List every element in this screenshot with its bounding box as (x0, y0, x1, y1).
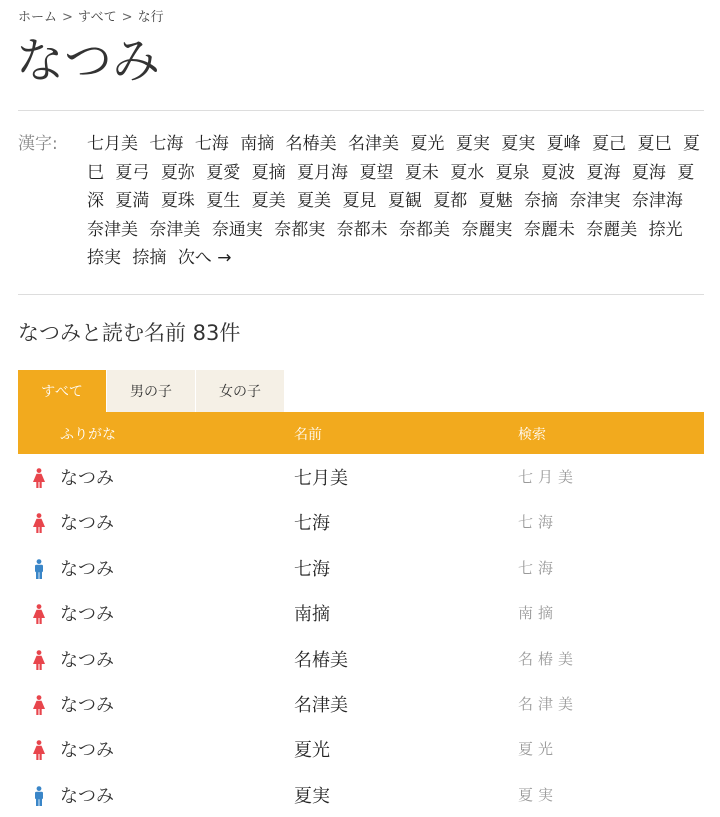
table-row[interactable] (18, 726, 704, 771)
kanji-link[interactable]: 夏未 (404, 162, 439, 183)
kanji-link[interactable]: 捺実 (87, 248, 121, 268)
kanji-link[interactable]: 夏水 (450, 162, 485, 183)
female-icon (32, 604, 46, 624)
header-search: 検索 (518, 427, 546, 443)
row-name: 夏実 (294, 785, 330, 807)
kanji-link[interactable]: 夏峰 (546, 134, 581, 154)
breadcrumb-all-link[interactable]: すべて (77, 10, 117, 25)
row-search-link[interactable]: 夏実 (518, 785, 559, 804)
female-icon (32, 740, 46, 760)
row-search-link[interactable]: 七海 (518, 513, 559, 532)
tab-boy[interactable]: 男の子 (107, 370, 195, 412)
kanji-link[interactable]: 七海 (194, 134, 229, 154)
kanji-link[interactable]: 奈通実 (211, 219, 263, 240)
kanji-link[interactable]: 夏光 (410, 134, 445, 154)
name-table (18, 454, 704, 817)
kanji-link[interactable]: 名津美 (348, 134, 400, 154)
kanji-link[interactable]: 夏都 (433, 191, 468, 211)
row-furigana: なつみ (60, 468, 114, 489)
table-row[interactable] (18, 499, 704, 544)
kanji-link[interactable]: 捺摘 (132, 248, 167, 268)
tab-all[interactable]: すべて (18, 370, 106, 412)
kanji-link[interactable]: 夏望 (359, 162, 394, 183)
kanji-link[interactable]: 奈摘 (524, 191, 559, 211)
table-row[interactable] (18, 636, 704, 681)
row-name: 夏光 (294, 740, 330, 762)
kanji-link[interactable]: 夏巳 (637, 134, 672, 154)
kanji-link[interactable]: 夏波 (541, 162, 576, 183)
header-name: 名前 (294, 427, 322, 443)
kanji-list (87, 130, 702, 273)
kanji-link[interactable]: 奈都実 (274, 219, 326, 240)
table-row[interactable] (18, 681, 704, 726)
male-icon (32, 786, 46, 806)
kanji-link[interactable]: 夏愛 (206, 162, 241, 183)
row-furigana: なつみ (60, 649, 114, 671)
kanji-link[interactable]: 夏弥 (160, 162, 195, 183)
kanji-link[interactable]: 奈津実 (569, 191, 621, 211)
page-title: なつみ (16, 33, 161, 89)
kanji-link[interactable]: 夏摘 (251, 162, 286, 183)
kanji-link[interactable]: 奈麗実 (461, 219, 513, 240)
kanji-link[interactable]: 夏美 (297, 191, 332, 211)
kanji-link[interactable]: 奈津海 (631, 191, 683, 211)
divider (18, 294, 704, 295)
row-search-link[interactable]: 七月美 (518, 468, 579, 486)
tab-girl[interactable]: 女の子 (196, 370, 284, 412)
kanji-link[interactable]: 夏海 (631, 162, 666, 183)
row-furigana: なつみ (60, 558, 114, 580)
kanji-link[interactable]: 夏満 (115, 191, 150, 211)
row-name: 名津美 (294, 694, 348, 716)
kanji-link[interactable]: 夏弓 (115, 162, 150, 183)
row-search-link[interactable]: 夏光 (518, 740, 559, 759)
kanji-link[interactable]: 奈都未 (336, 219, 388, 240)
kanji-link[interactable]: 七海 (149, 134, 184, 154)
row-search-link[interactable]: 名津美 (518, 694, 579, 713)
table-row[interactable] (18, 454, 704, 499)
row-furigana: なつみ (60, 604, 114, 626)
kanji-link[interactable]: 夏巳 (87, 134, 700, 183)
table-row[interactable] (18, 545, 704, 590)
table-header (18, 412, 704, 454)
breadcrumb-home-link[interactable]: ホーム (18, 10, 58, 25)
female-icon (32, 695, 46, 715)
kanji-link[interactable]: 七月美 (87, 134, 138, 154)
kanji-label: 漢字: (18, 134, 58, 154)
female-icon (32, 513, 46, 533)
result-count-heading: なつみと読む名前 83件 (18, 321, 241, 345)
kanji-link[interactable]: 夏珠 (160, 191, 195, 211)
kanji-link[interactable]: 夏実 (501, 134, 536, 154)
kanji-link[interactable]: 南摘 (240, 134, 275, 154)
breadcrumb (18, 6, 164, 25)
kanji-link[interactable]: 夏泉 (495, 162, 530, 183)
kanji-link[interactable]: 夏見 (342, 191, 377, 211)
kanji-link[interactable]: 夏海 (586, 162, 621, 183)
row-name: 名椿美 (294, 649, 348, 671)
kanji-link[interactable]: 夏実 (455, 134, 490, 154)
row-name: 南摘 (294, 604, 330, 626)
table-row[interactable] (18, 772, 704, 817)
female-icon (32, 468, 46, 488)
row-furigana: なつみ (60, 740, 114, 762)
male-icon (32, 559, 46, 579)
kanji-link[interactable]: 捺光 (648, 219, 683, 240)
kanji-link[interactable]: 夏深 (87, 162, 695, 211)
breadcrumb-separator: > (121, 10, 133, 25)
kanji-link[interactable]: 奈津美 (149, 219, 201, 240)
kanji-link[interactable]: 奈麗未 (523, 219, 575, 240)
breadcrumb-separator: > (62, 10, 73, 25)
gender-tabs (18, 370, 285, 412)
row-search-link[interactable]: 名椿美 (518, 649, 579, 668)
row-search-link[interactable]: 南摘 (518, 604, 559, 623)
kanji-link[interactable]: 奈都美 (399, 219, 451, 240)
kanji-link[interactable]: 夏美 (251, 191, 286, 211)
row-name: 七海 (294, 513, 330, 535)
table-row[interactable] (18, 590, 704, 635)
header-furigana: ふりがな (60, 427, 116, 443)
kanji-link[interactable]: 夏月海 (297, 162, 349, 183)
female-icon (32, 650, 46, 670)
breadcrumb-current: な行 (137, 10, 164, 25)
kanji-link[interactable]: 夏己 (592, 134, 627, 154)
divider (18, 110, 704, 111)
kanji-link[interactable]: 名椿美 (285, 134, 337, 154)
kanji-link[interactable]: 夏魅 (478, 191, 513, 211)
row-furigana: なつみ (60, 694, 114, 716)
kanji-link[interactable]: 奈麗美 (586, 219, 638, 240)
kanji-link[interactable]: 夏観 (387, 191, 422, 211)
kanji-link[interactable]: 奈津美 (87, 219, 138, 240)
row-furigana: なつみ (60, 785, 114, 807)
row-name: 七月美 (294, 468, 348, 489)
kanji-next-link[interactable]: 次へ → (177, 248, 232, 268)
row-name: 七海 (294, 558, 330, 580)
kanji-link[interactable]: 夏生 (206, 191, 241, 211)
row-furigana: なつみ (60, 513, 114, 535)
row-search-link[interactable]: 七海 (518, 558, 559, 577)
